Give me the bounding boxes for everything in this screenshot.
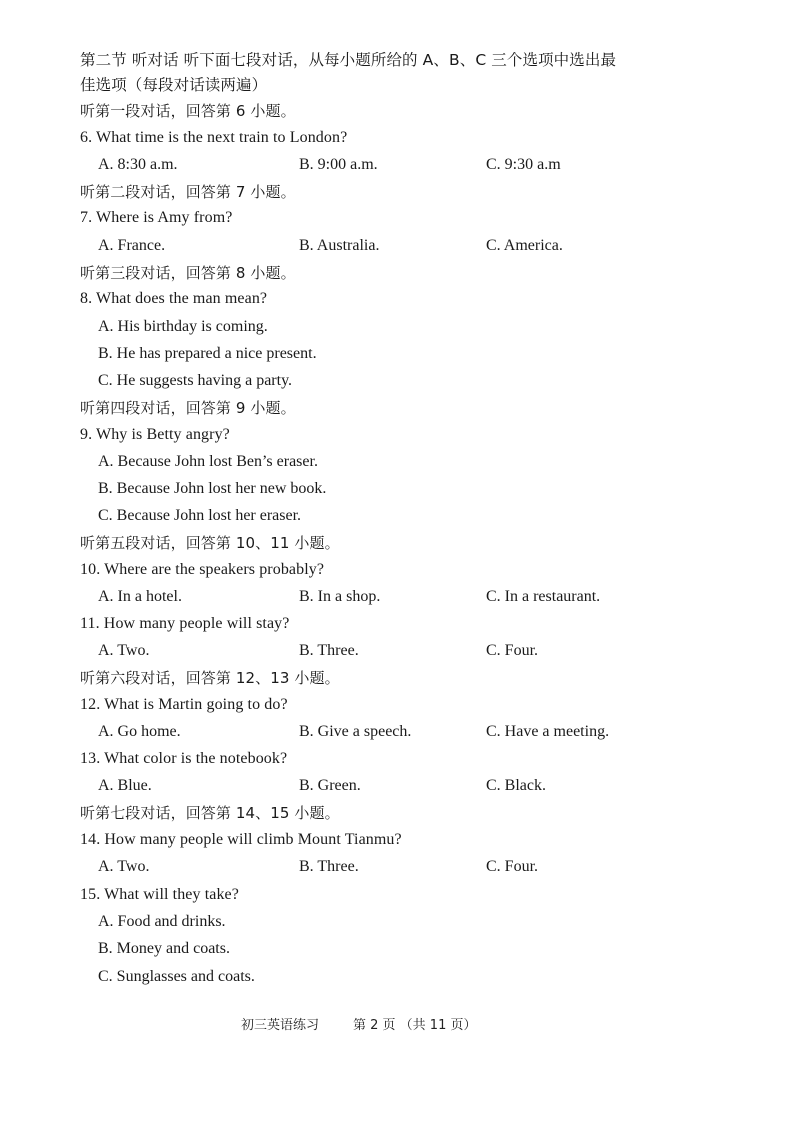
q15-option-a: A. Food and drinks. [98,913,226,930]
q9-option-a: A. Because John lost Ben’s eraser. [98,453,318,470]
section-6-instruction: 听第六段对话，回答第 12、13 小题。 [80,669,340,687]
q7-option-b: B. Australia. [299,237,380,254]
section-1-instruction: 听第一段对话，回答第 6 小题。 [80,102,296,120]
q12-option-c: C. Have a meeting. [486,723,610,740]
q8-option-b: B. He has prepared a nice present. [98,345,317,362]
q6-option-a: A. 8:30 a.m. [98,156,178,173]
question-14: 14. How many people will climb Mount Tianmu? [80,831,402,848]
q6-option-c: C. 9:30 a.m [486,156,561,173]
q15-option-c: C. Sunglasses and coats. [98,968,255,985]
q13-option-b: B. Green. [299,777,361,794]
q8-option-a: A. His birthday is coming. [98,318,268,335]
question-8: 8. What does the man mean? [80,290,268,307]
q11-option-b: B. Three. [299,642,359,659]
question-13: 13. What color is the notebook? [80,750,288,767]
q14-option-b: B. Three. [299,858,359,875]
question-10: 10. Where are the speakers probably? [80,561,325,578]
section-2-instruction: 听第二段对话，回答第 7 小题。 [80,183,296,201]
q13-option-a: A. Blue. [98,777,152,794]
footer-subject: 初三英语练习 [241,1018,320,1033]
q7-option-a: A. France. [98,237,166,254]
question-15: 15. What will they take? [80,886,239,903]
q10-option-a: A. In a hotel. [98,588,182,605]
q12-option-b: B. Give a speech. [299,723,412,740]
q10-option-c: C. In a restaurant. [486,588,601,605]
section-4-instruction: 听第四段对话，回答第 9 小题。 [80,399,296,417]
q11-option-a: A. Two. [98,642,150,659]
q8-option-c: C. He suggests having a party. [98,372,293,389]
q14-option-a: A. Two. [98,858,150,875]
section-7-instruction: 听第七段对话，回答第 14、15 小题。 [80,804,340,822]
q9-option-c: C. Because John lost her eraser. [98,507,302,524]
section-5-instruction: 听第五段对话，回答第 10、11 小题。 [80,534,340,552]
q11-option-c: C. Four. [486,642,539,659]
section-3-instruction: 听第三段对话，回答第 8 小题。 [80,264,296,282]
question-11: 11. How many people will stay? [80,615,290,632]
part-title-line1: 第二节 听对话 听下面七段对话，从每小题所给的 A、B、C 三个选项中选出最 [80,51,617,69]
question-7: 7. Where is Amy from? [80,209,233,226]
part-title-line2: 佳选项（每段对话读两遍） [80,76,268,94]
q15-option-b: B. Money and coats. [98,940,230,957]
q14-option-c: C. Four. [486,858,539,875]
question-9: 9. Why is Betty angry? [80,426,230,443]
footer-page-number: 第 2 页 （共 11 页） [353,1018,477,1033]
q12-option-a: A. Go home. [98,723,181,740]
question-6: 6. What time is the next train to London? [80,129,348,146]
q7-option-c: C. America. [486,237,563,254]
question-12: 12. What is Martin going to do? [80,696,288,713]
q13-option-c: C. Black. [486,777,546,794]
q6-option-b: B. 9:00 a.m. [299,156,378,173]
q10-option-b: B. In a shop. [299,588,381,605]
q9-option-b: B. Because John lost her new book. [98,480,327,497]
